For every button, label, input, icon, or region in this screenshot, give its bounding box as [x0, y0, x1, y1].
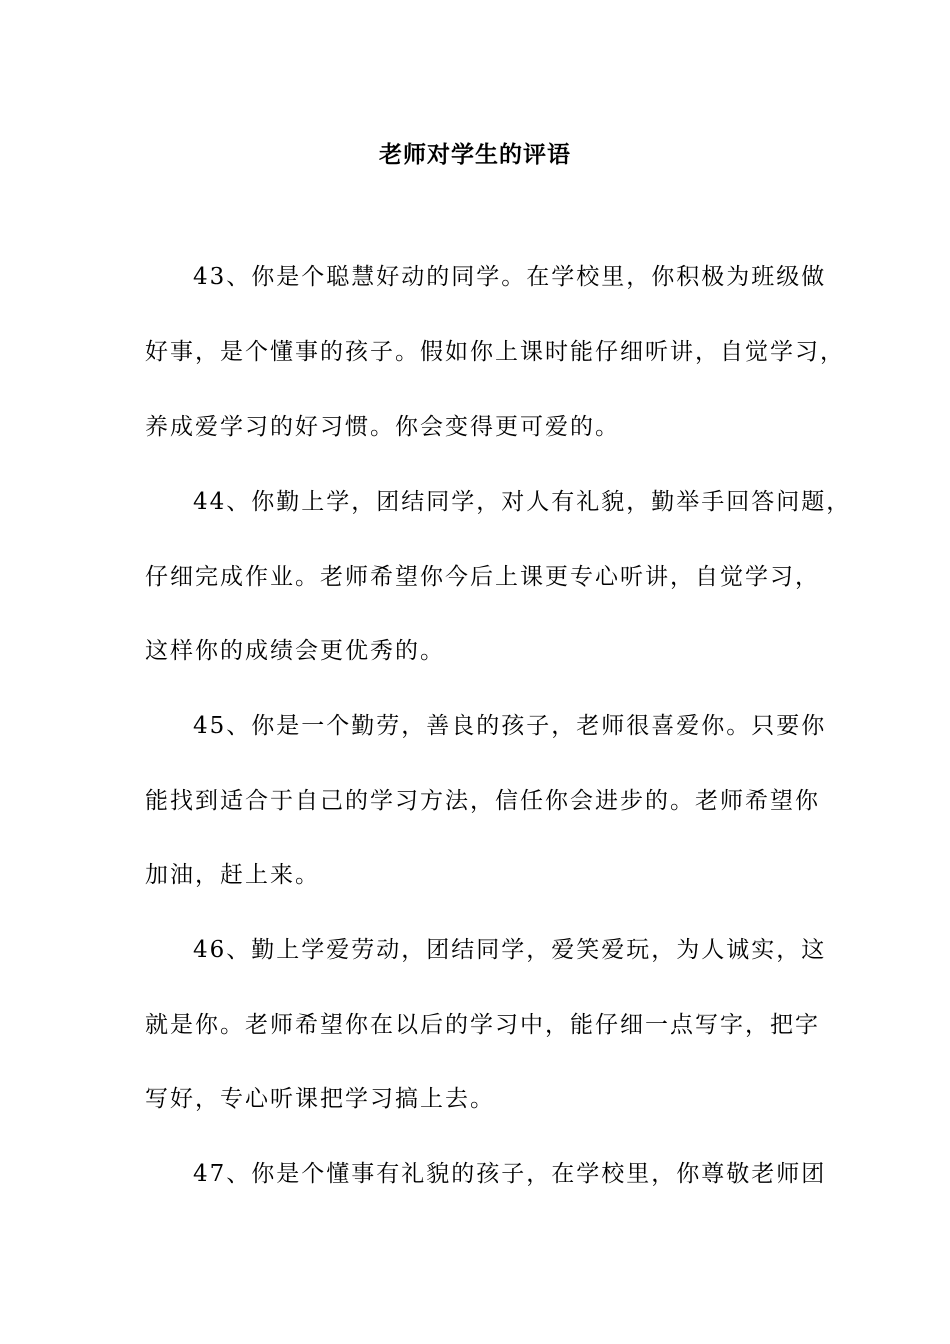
paragraph-44-line-2: 仔细完成作业。老师希望你今后上课更专心听讲，自觉学习，	[145, 564, 820, 590]
paragraph-43-line-3: 养成爱学习的好习惯。你会变得更可爱的。	[145, 414, 620, 440]
paragraph-46-line-2: 就是你。老师希望你在以后的学习中，能仔细一点写字，把字	[145, 1012, 820, 1038]
paragraph-46-line-1: 46、勤上学爱劳动，团结同学，爱笑爱玩，为人诚实，这	[193, 937, 827, 963]
paragraph-43-line-2: 好事，是个懂事的孩子。假如你上课时能仔细听讲，自觉学习，	[145, 339, 845, 365]
paragraph-44-line-1: 44、你勤上学，团结同学，对人有礼貌，勤举手回答问题，	[193, 489, 852, 515]
paragraph-45-line-1: 45、你是一个勤劳，善良的孩子，老师很喜爱你。只要你	[193, 713, 827, 739]
paragraph-45-line-2: 能找到适合于自己的学习方法，信任你会进步的。老师希望你	[145, 788, 820, 814]
page-title: 老师对学生的评语	[379, 142, 571, 168]
paragraph-44-line-3: 这样你的成绩会更优秀的。	[145, 638, 445, 664]
paragraph-46-line-3: 写好，专心听课把学习搞上去。	[145, 1086, 495, 1112]
paragraph-43-line-1: 43、你是个聪慧好动的同学。在学校里，你积极为班级做	[193, 264, 827, 290]
paragraph-45-line-3: 加油，赶上来。	[145, 862, 320, 888]
paragraph-47-line-1: 47、你是个懂事有礼貌的孩子，在学校里，你尊敬老师团	[193, 1161, 827, 1187]
